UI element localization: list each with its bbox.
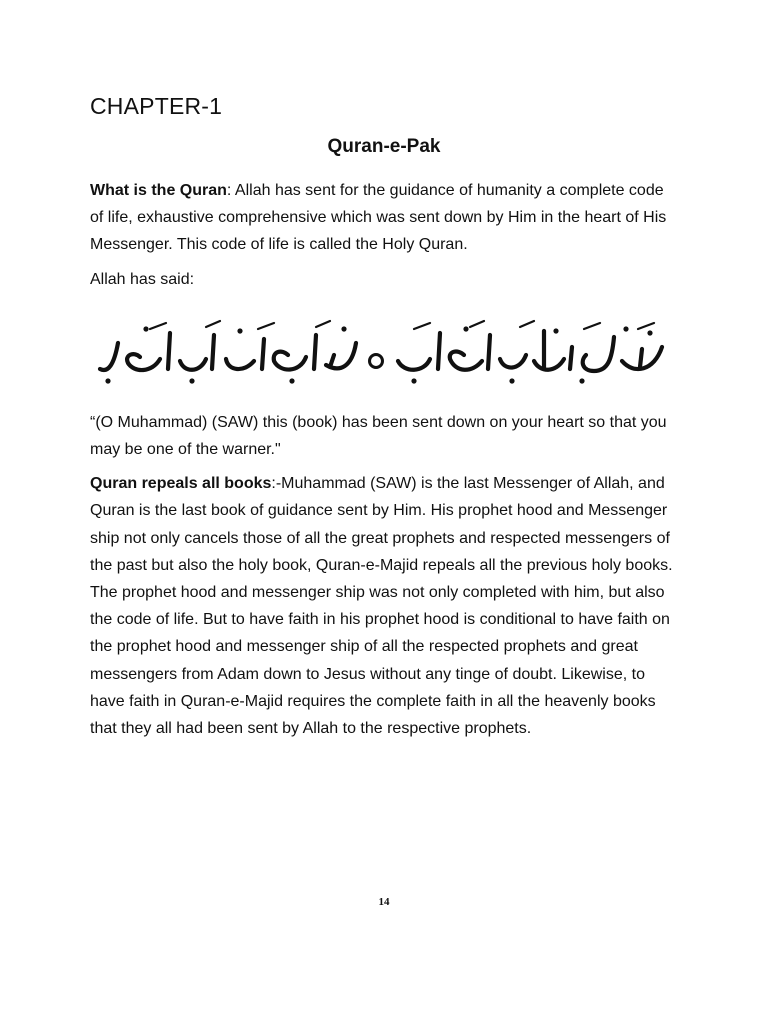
page-content bbox=[90, 92, 678, 749]
page-number: 14 bbox=[378, 896, 390, 908]
verse-translation: “(O Muhammad) (SAW) this (book) has been sent down on your heart so that you may be one of the warner." bbox=[90, 413, 667, 459]
paragraph-body: : Allah has sent for the guidance of humanity a complete code of life, exhaustive comprehensive which was sent down by Him in the heart of His Messenger. This code of life is called the Holy Quran. bbox=[90, 182, 667, 254]
paragraph-what-is-quran bbox=[90, 177, 678, 259]
paragraph-lead: What is the Quran bbox=[90, 182, 227, 199]
paragraph-lead: Quran repeals all books bbox=[90, 475, 272, 493]
arabic-calligraphy-verse-image bbox=[94, 309, 674, 389]
paragraph-allah-said: Allah has said: bbox=[90, 270, 195, 288]
paragraph-quran-repeals bbox=[90, 470, 678, 742]
paragraph-body: :-Muhammad (SAW) is the last Messenger of Allah, and Quran is the last book of guidance sent by Him. His prophet hood and Messenger ship not only cancels those of all the great prophets and respected messengers of the past but also the holy book, Quran-e-Majid repeals all the previous holy books. The prophet hood and messenger ship was not only completed with him, but also the code of life. But to have faith in his prophet hood is conditional to have faith on the prophet hood and messenger ship of all the respected prophets and great messengers from Adam down to Jesus without any tinge of doubt. Likewise, to have faith in Quran-e-Majid requires the complete faith in all the heavenly books that they all had been sent by Allah to the respective prophets. bbox=[90, 475, 673, 738]
chapter-heading: CHAPTER-1 bbox=[90, 93, 223, 119]
page-title: Quran-e-Pak bbox=[327, 136, 441, 157]
